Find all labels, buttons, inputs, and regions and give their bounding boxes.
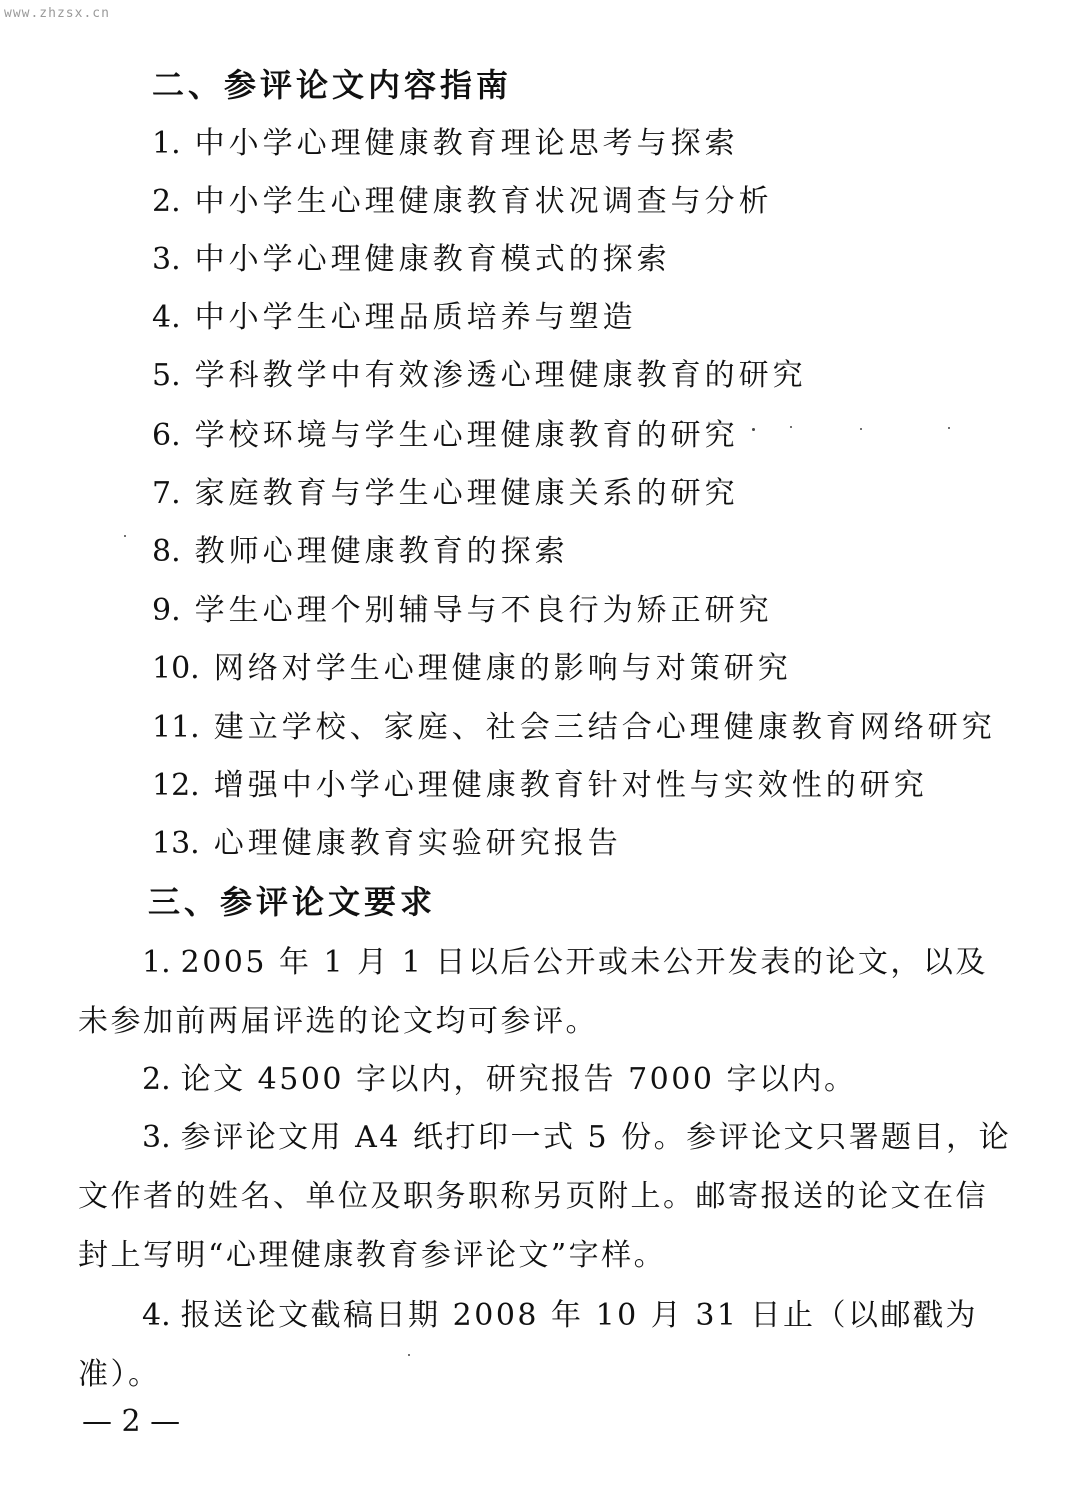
list-item: 4. 中小学生心理品质培养与塑造 bbox=[152, 300, 637, 335]
scan-speck bbox=[790, 426, 792, 428]
list-item: 9. 学生心理个别辅导与不良行为矫正研究 bbox=[152, 593, 773, 628]
watermark: www.zhzsx.cn bbox=[4, 6, 110, 21]
list-item: 11. 建立学校、家庭、社会三结合心理健康教育网络研究 bbox=[152, 710, 996, 745]
requirement-paragraph: 2. 论文 4500 字以内，研究报告 7000 字以内。 bbox=[142, 1062, 857, 1097]
section-2-heading: 二、参评论文内容指南 bbox=[152, 66, 513, 104]
scan-speck bbox=[124, 535, 126, 537]
scan-speck bbox=[408, 1354, 410, 1356]
scan-speck bbox=[860, 428, 862, 430]
list-item: 7. 家庭教育与学生心理健康关系的研究 bbox=[152, 476, 739, 511]
list-item: 12. 增强中小学心理健康教育针对性与实效性的研究 bbox=[152, 768, 928, 803]
list-item: 13. 心理健康教育实验研究报告 bbox=[152, 826, 622, 861]
scan-speck bbox=[948, 427, 950, 429]
page-number: — 2 — bbox=[82, 1404, 181, 1439]
list-item: 3. 中小学心理健康教育模式的探索 bbox=[152, 242, 671, 277]
list-item: 5. 学科教学中有效渗透心理健康教育的研究 bbox=[152, 358, 807, 393]
section-3-heading: 三、参评论文要求 bbox=[148, 883, 437, 921]
list-item: 8. 教师心理健康教育的探索 bbox=[152, 534, 569, 569]
list-item: 10. 网络对学生心理健康的影响与对策研究 bbox=[152, 651, 792, 686]
requirement-paragraph: 3. 参评论文用 A4 纸打印一式 5 份。参评论文只署题目，论文作者的姓名、单位及职务职称另页附上。邮寄报送的论文在信封上写明“心理健康教育参评论文”字样。 bbox=[78, 1120, 1012, 1273]
requirement-paragraph: 1. 2005 年 1 月 1 日以后公开或未公开发表的论文，以及未参加前两届评选的论文均可参评。 bbox=[78, 945, 988, 1039]
requirement-paragraph: 4. 报送论文截稿日期 2008 年 10 月 31 日止（以邮戳为准）。 bbox=[78, 1298, 979, 1392]
list-item: 1. 中小学心理健康教育理论思考与探索 bbox=[152, 126, 739, 161]
list-item: 6. 学校环境与学生心理健康教育的研究 bbox=[152, 418, 739, 453]
list-item: 2. 中小学生心理健康教育状况调查与分析 bbox=[152, 184, 773, 219]
scan-speck bbox=[752, 428, 755, 431]
